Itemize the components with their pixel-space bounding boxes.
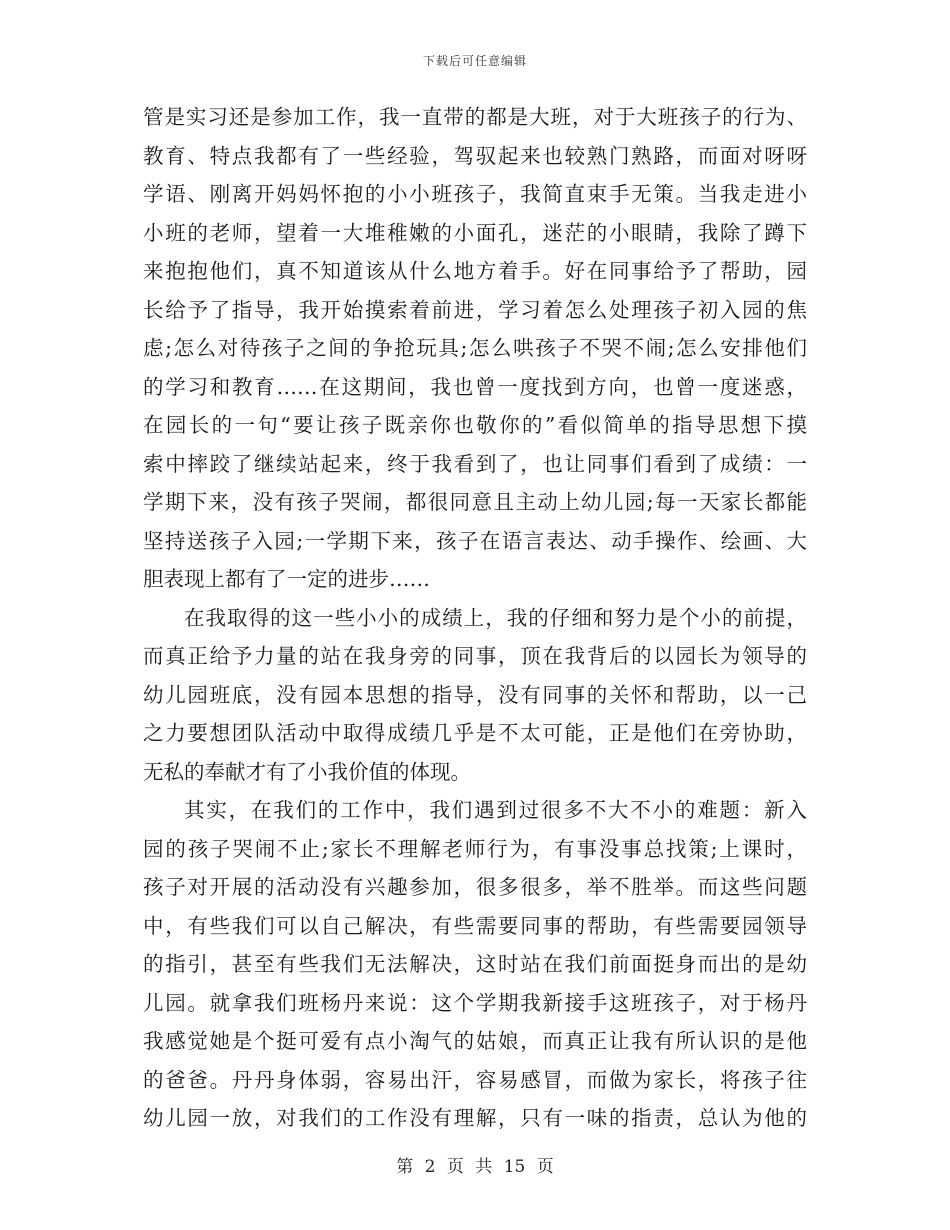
text-line: 无私的奉献才有了小我价值的体现。 xyxy=(143,759,471,784)
text-line: 管是实习还是参加工作，我一直带的都是大班，对于大班孩子的行为、 xyxy=(143,105,807,129)
text-line: 在园长的一句“要让孩子既亲你也敬你的”看似简单的指导思想下摸 xyxy=(143,413,807,437)
text-line: 小班的老师，望着一大堆稚嫩的小面孔，迷茫的小眼睛，我除了蹲下 xyxy=(143,220,807,245)
text-line: 中，有些我们可以自己解决，有些需要同事的帮助，有些需要园领导 xyxy=(143,913,807,938)
text-line: 教育、特点我都有了一些经验，驾驭起来也较熟门熟路，而面对呀呀 xyxy=(143,143,807,168)
text-line: 的学习和教育……在这期间，我也曾一度找到方向，也曾一度迷惑， xyxy=(143,374,807,399)
text-line: 之力要想团队活动中取得成绩几乎是不太可能，正是他们在旁协助， xyxy=(143,721,807,745)
paragraph-3 xyxy=(143,791,807,1138)
paragraph-1 xyxy=(143,98,807,599)
text-line: 索中摔跤了继续站起来，终于我看到了，也让同事们看到了成绩：一 xyxy=(143,451,807,476)
text-line: 长给予了指导，我开始摸索着前进，学习着怎么处理孩子初入园的焦 xyxy=(143,297,807,322)
text-line: 幼儿园一放，对我们的工作没有理解，只有一味的指责，总认为他的 xyxy=(143,1106,807,1130)
text-line: 而真正给予力量的站在我身旁的同事，顶在我背后的以园长为领导的 xyxy=(143,644,807,668)
text-line: 学语、刚离开妈妈怀抱的小小班孩子，我简直束手无策。当我走进小 xyxy=(143,182,807,206)
paragraph-2 xyxy=(143,599,807,792)
document-body xyxy=(143,98,807,1138)
text-line: 学期下来，没有孩子哭闹，都很同意且主动上幼儿园;每一天家长都能 xyxy=(143,490,807,514)
text-line: 我感觉她是个挺可爱有点小淘气的姑娘，而真正让我有所认识的是他 xyxy=(143,1029,807,1053)
text-line: 坚持送孩子入园;一学期下来，孩子在语言表达、动手操作、绘画、大 xyxy=(143,528,807,553)
page-number-footer: 第 2 页 共 15 页 xyxy=(396,1157,554,1177)
text-line: 的指引，甚至有些我们无法解决，这时站在我们前面挺身而出的是幼 xyxy=(143,952,807,976)
text-line: 幼儿园班底，没有园本思想的指导，没有同事的关怀和帮助，以一己 xyxy=(143,682,807,707)
text-line: 的爸爸。丹丹身体弱，容易出汗，容易感冒，而做为家长，将孩子往 xyxy=(143,1067,807,1092)
text-line: 来抱抱他们，真不知道该从什么地方着手。好在同事给予了帮助，园 xyxy=(143,259,807,283)
text-line: 儿园。就拿我们班杨丹来说：这个学期我新接手这班孩子，对于杨丹 xyxy=(143,990,807,1015)
text-line: 其实，在我们的工作中，我们遇到过很多不大不小的难题：新入 xyxy=(184,798,807,822)
page-header: 下载后可任意编辑 xyxy=(422,54,527,68)
text-line: 胆表现上都有了一定的进步…… xyxy=(143,567,430,591)
text-line: 虑;怎么对待孩子之间的争抢玩具;怎么哄孩子不哭不闹;怎么安排他们 xyxy=(143,336,807,360)
text-line: 在我取得的这一些小小的成绩上，我的仔细和努力是个小的前提， xyxy=(184,605,807,630)
text-line: 孩子对开展的活动没有兴趣参加，很多很多，举不胜举。而这些问题 xyxy=(143,875,807,899)
text-line: 园的孩子哭闹不止;家长不理解老师行为，有事没事总找策;上课时， xyxy=(143,836,807,861)
